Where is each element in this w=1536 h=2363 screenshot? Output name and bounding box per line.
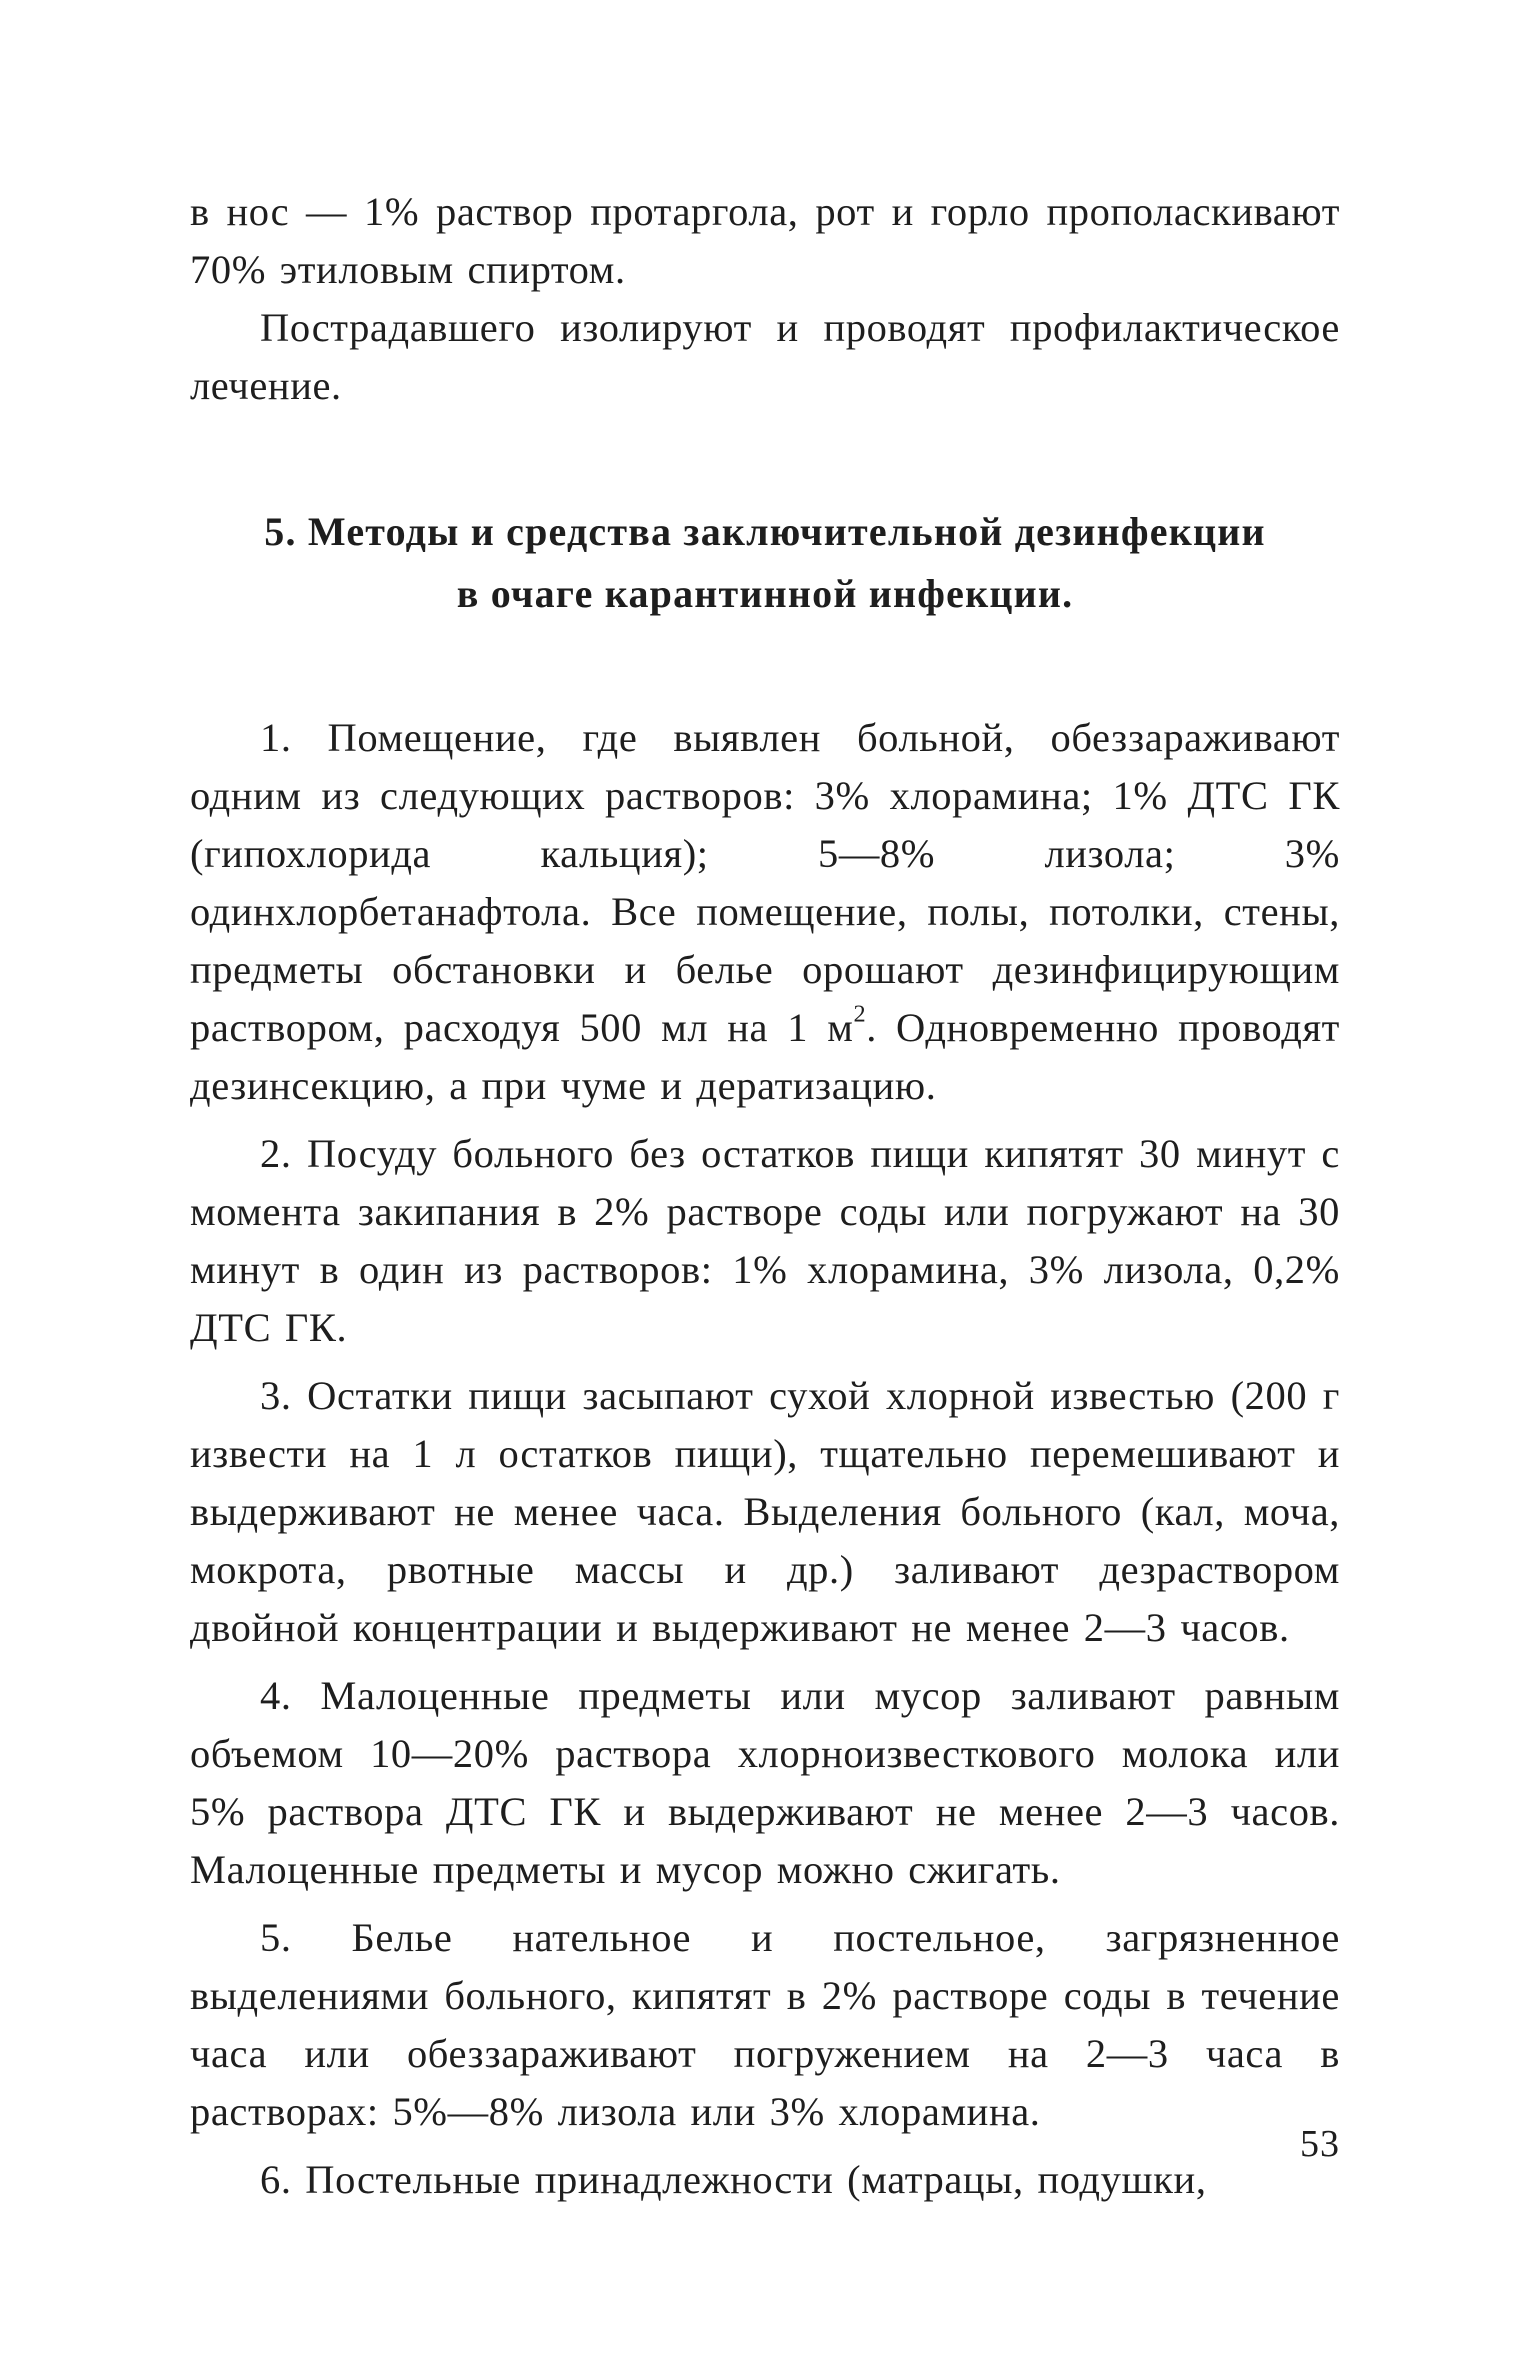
section-heading-line-1: 5. Методы и средства заключительной дезинфекции: [264, 509, 1266, 554]
page-number: 53: [1300, 2123, 1340, 2165]
list-item-2: 2. Посуду больного без остатков пищи кипятят 30 минут с момента закипания в 2% растворе соды или погружают на 30 минут в один из растворов: 1% хлорамина, 3% лизола, 0,2% ДТС ГК.: [190, 1131, 1340, 1350]
list-item-1-text-start: 1. Помещение, где выявлен больной, обеззараживают одним из следующих растворов: 3% хлорамина; 1% ДТС ГК (гипохлорида кальция); 5—8% лизола; 3% одинхлорбетанафтола. Все помещение, полы, потолки, стены, предметы обстановки и белье орошают дезинфицирующим раствором, расходуя 500 мл на 1 м: [190, 715, 1340, 1050]
list-item-5: 5. Белье нательное и постельное, загрязненное выделениями больного, кипятят в 2% растворе соды в течение часа или обеззараживают погружением на 2—3 часа в растворах: 5%—8% лизола или 3% хлорамина.: [190, 1915, 1340, 2134]
section-heading: [190, 501, 1340, 625]
document-page: [190, 183, 1340, 2209]
list-item-6: 6. Постельные принадлежности (матрацы, подушки,: [260, 2157, 1207, 2202]
list-item-4: 4. Малоценные предметы или мусор заливают равным объемом 10—20% раствора хлорноизвесткового молока или 5% раствора ДТС ГК и выдерживают не менее 2—3 часов. Малоценные предметы и мусор можно сжигать.: [190, 1673, 1340, 1892]
list-item-1: [190, 709, 1340, 1115]
intro-paragraph-2: Пострадавшего изолируют и проводят профилактическое лечение.: [190, 305, 1340, 408]
intro-paragraph-1: в нос — 1% раствор протаргола, рот и горло прополаскивают 70% этиловым спиртом.: [190, 189, 1340, 292]
list-item-3: 3. Остатки пищи засыпают сухой хлорной известью (200 г извести на 1 л остатков пищи), тщательно перемешивают и выдерживают не менее часа. Выделения больного (кал, моча, мокрота, рвотные массы и др.) заливают дезраствором двойной концентрации и выдерживают не менее 2—3 часов.: [190, 1373, 1340, 1650]
square-meter-superscript: 2: [853, 1000, 867, 1028]
section-heading-line-2: в очаге карантинной инфекции.: [456, 571, 1074, 616]
list-item-1-text-end: . Одновременно проводят дезинсекцию, а при чуме и дератизацию.: [190, 1005, 1340, 1108]
